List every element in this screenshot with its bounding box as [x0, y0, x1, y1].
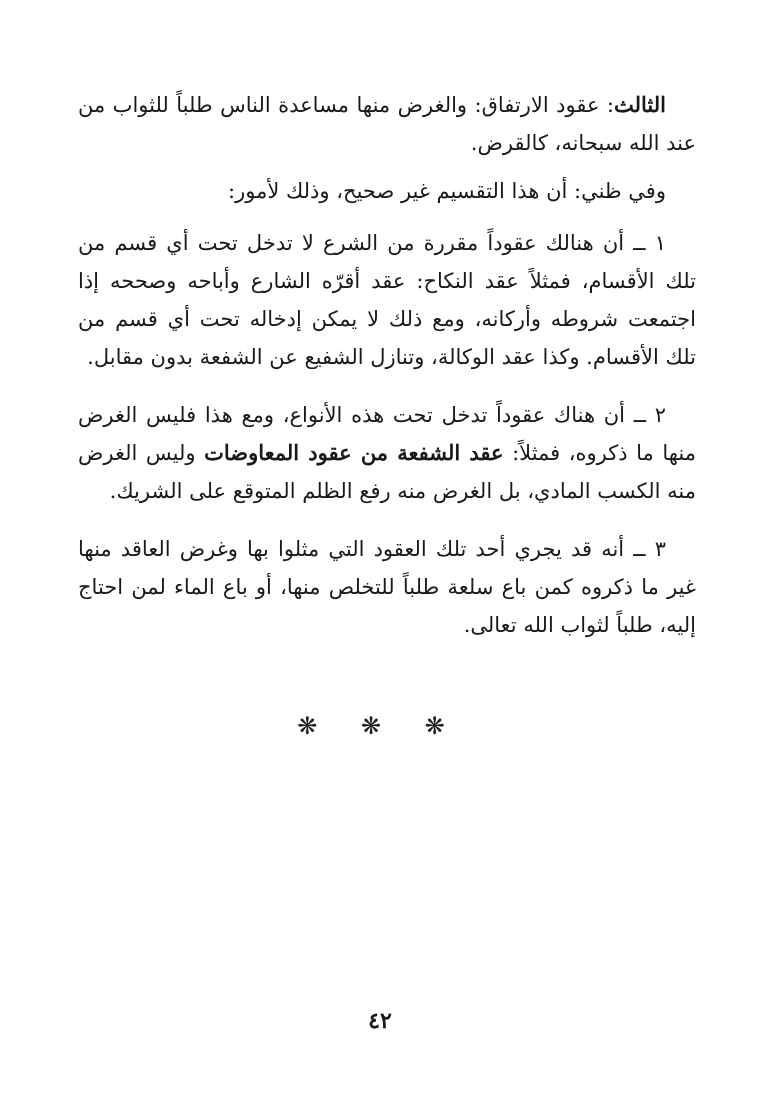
point-2	[78, 396, 696, 510]
intro-paragraph	[78, 86, 696, 162]
page-number: ٤٢	[368, 1008, 392, 1034]
point-1	[78, 224, 696, 376]
page-body	[78, 86, 696, 644]
point-2-bold: عقد الشفعة من عقود المعاوضات	[204, 440, 504, 465]
opinion-paragraph: وفي ظني: أن هذا التقسيم غير صحيح، وذلك لأمور:	[228, 179, 666, 203]
point-1-text: ١ ــ أن هنالك عقوداً مقررة من الشرع لا تدخل تحت أي قسم من تلك الأقسام، فمثلاً عقد النكاح: عقد أقرّه الشارع وأباحه وصححه إذا اجتمعت شروطه وأركانه، ومع ذلك لا يمكن إدخاله تحت أي قسم من تلك الأقسام. وكذا عقد الوكالة، وتنازل الشفيع عن الشفعة بدون مقابل.	[78, 231, 696, 369]
point-3-text: ٣ ــ أنه قد يجري أحد تلك العقود التي مثلوا بها وغرض العاقد منها غير ما ذكروه كمن باع سلعة طلباً للتخلص منها، أو باع الماء لمن احتاج إليه، طلباً لثواب الله تعالى.	[78, 537, 696, 637]
intro-lead: الثالث	[614, 92, 666, 117]
section-separator: ❋ ❋ ❋	[297, 712, 463, 740]
point-3	[78, 530, 696, 644]
point-2-text: ٢ ــ أن هناك عقوداً تدخل تحت هذه الأنواع، ومع هذا فليس الغرض منها ما ذكروه، فمثلاً:	[78, 403, 697, 465]
intro-text: : عقود الارتفاق: والغرض منها مساعدة الناس طلباً للثواب من عند الله سبحانه، كالقرض.	[78, 93, 696, 155]
point-2-text-end: وليس الغرض منه الكسب المادي، بل الغرض منه رفع الظلم المتوقع على الشريك.	[78, 441, 696, 503]
